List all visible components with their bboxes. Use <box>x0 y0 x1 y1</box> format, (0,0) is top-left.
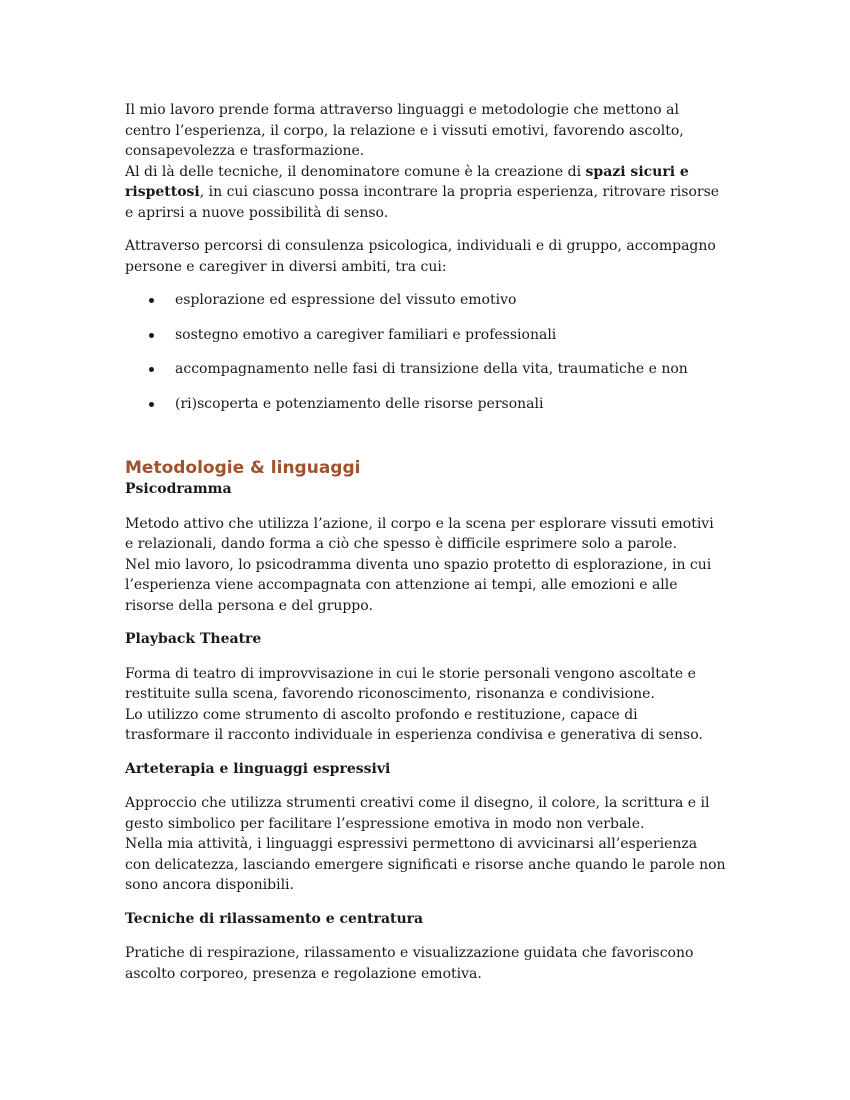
bullet-icon <box>149 367 154 372</box>
method-text-b: Nella mia attività, i linguaggi espressivi permettono di avvicinarsi all’esperienza con delicatezza, lasciando emergere significati e risorse anche quando le parole non sono ancora disponibili. <box>125 836 726 893</box>
method-text-a: Forma di teatro di improvvisazione in cui le storie personali vengono ascoltate e restituite sulla scena, favorendo riconoscimento, risonanza e condivisione. <box>125 665 696 702</box>
method-title: Psicodramma <box>125 481 232 497</box>
method-title: Arteterapia e linguaggi espressivi <box>125 760 391 777</box>
intro-paragraph-2: Attraverso percorsi di consulenza psicologica, individuali e di gruppo, accompagno persone e caregiver in diversi ambiti, tra cui: <box>125 238 716 275</box>
bullet-icon <box>149 402 154 407</box>
method-title: Playback Theatre <box>125 631 262 647</box>
method-arteterapia <box>125 759 726 896</box>
list-item-text: esplorazione ed espressione del vissuto emotivo <box>175 292 517 308</box>
list-item <box>125 359 726 380</box>
intro-text-2-post: , in cui ciascuno possa incontrare la propria esperienza, ritrovare risorse e aprirsi a nuove possibilità di senso. <box>125 184 720 221</box>
list-item-text: (ri)scoperta e potenziamento delle risorse personali <box>175 395 544 412</box>
method-description <box>125 514 726 617</box>
bullet-icon <box>149 298 154 303</box>
method-description <box>125 943 726 984</box>
list-item <box>125 394 726 415</box>
method-psicodramma <box>125 479 726 616</box>
intro-paragraph <box>125 100 726 223</box>
intro-text: Il mio lavoro prende forma attraverso linguaggi e metodologie che mettono al centro l’esperienza, il corpo, la relazione e i vissuti emotivi, favorendo ascolto, consapevolezza e trasformazione. <box>125 102 684 159</box>
list-item-text: sostegno emotivo a caregiver familiari e professionali <box>175 326 557 343</box>
method-text-b: Nel mio lavoro, lo psicodramma diventa uno spazio protetto di esplorazione, in cui l’esperienza viene accompagnata con attenzione ai tempi, alle emozioni e alle risorse della persona e del gruppo. <box>125 556 712 614</box>
method-description <box>125 793 726 896</box>
method-rilassamento <box>125 909 726 985</box>
bullet-icon <box>149 333 154 338</box>
method-text-a: Pratiche di respirazione, rilassamento e visualizzazione guidata che favoriscono ascolto corporeo, presenza e regolazione emotiva. <box>125 945 694 982</box>
list-item <box>125 290 726 311</box>
intro-text-2-pre: Al di là delle tecniche, il denominatore comune è la creazione di <box>125 163 586 180</box>
intro-emphasis: spazi sicuri e rispettosi <box>125 163 689 200</box>
method-title: Tecniche di rilassamento e centratura <box>125 910 424 927</box>
method-text-b: Lo utilizzo come strumento di ascolto profondo e restituzione, capace di trasformare il racconto individuale in esperienza condivisa e generativa di senso. <box>125 706 703 743</box>
method-text-a: Approccio che utilizza strumenti creativi come il disegno, il colore, la scrittura e il gesto simbolico per facilitare l’espressione emotiva in modo non verbale. <box>125 795 710 832</box>
section-title: Metodologie & linguaggi <box>125 458 361 478</box>
method-description <box>125 664 726 746</box>
areas-list <box>125 290 726 414</box>
list-item-text: accompagnamento nelle fasi di transizione della vita, traumatiche e non <box>175 361 688 377</box>
method-playback-theatre <box>125 629 726 746</box>
list-item <box>125 325 726 346</box>
method-text-a: Metodo attivo che utilizza l’azione, il corpo e la scena per esplorare vissuti emotivi e relazionali, dando forma a ciò che spesso è difficile esprimere solo a parole. <box>125 515 714 552</box>
